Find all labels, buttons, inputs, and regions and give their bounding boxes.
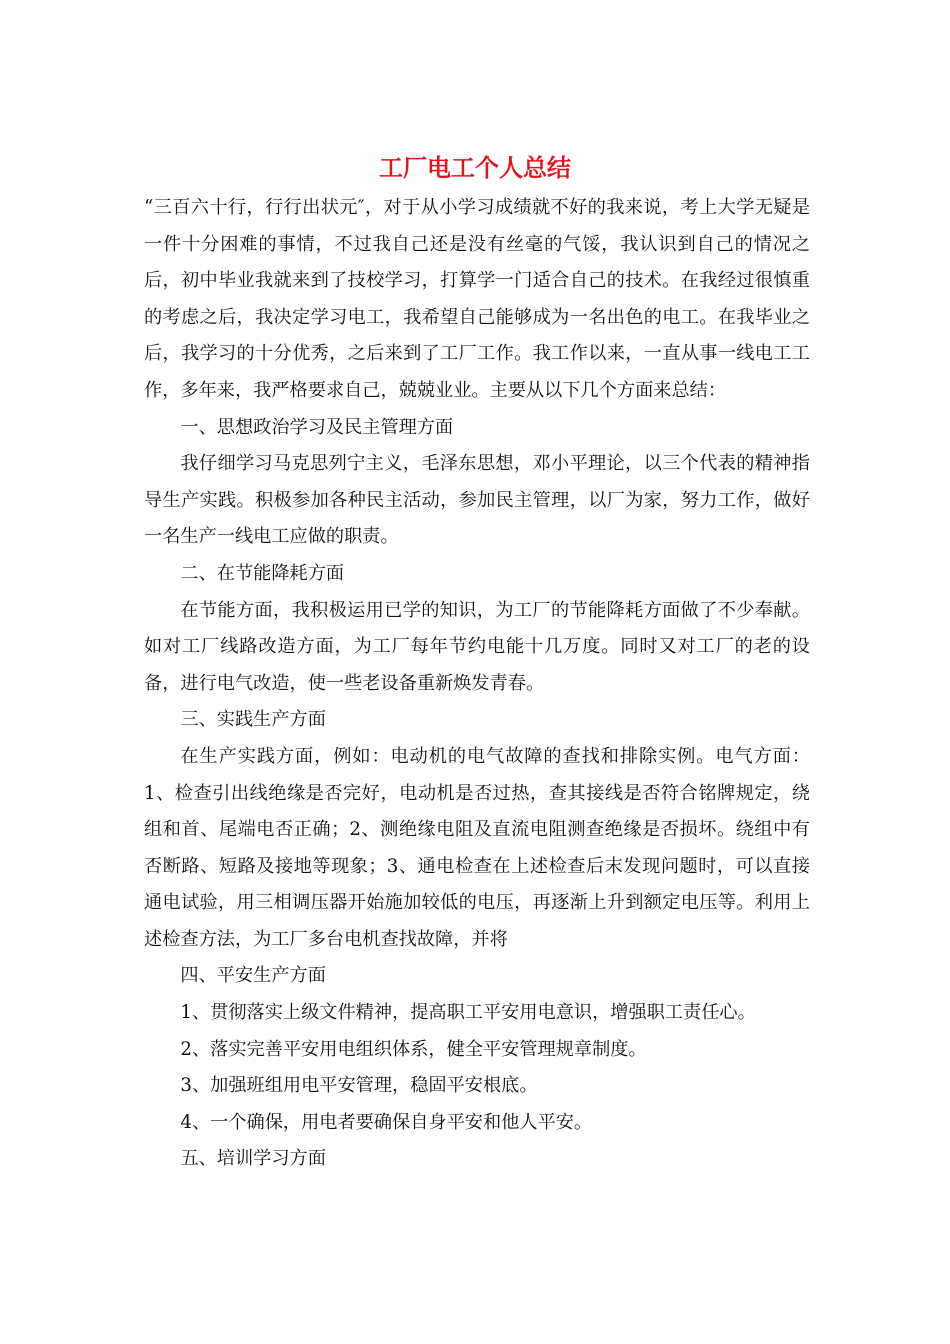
body-paragraph: 在生产实践方面，例如：电动机的电气故障的查找和排除实例。电气方面：1、检查引出线绝缘是否完好，电动机是否过热，查其接线是否符合铭牌规定，绕组和首、尾端电否正确；2、测绝缘电阻及直流电阻测查绝缘是否损坏。绕组中有否断路、短路及接地等现象；3、通电检查在上述检查后末发现问题时，可以直接通电试验，用三相调压器开始施加较低的电压，再逐渐上升到额定电压等。利用上述检查方法，为工厂多台电机查找故障，并将	[144, 745, 810, 950]
body-paragraph: 在节能方面，我积极运用已学的知识，为工厂的节能降耗方面做了不少奉献。如对工厂线路改造方面，为工厂每年节约电能十几万度。同时又对工厂的老的设备，进行电气改造，使一些老设备重新焕发青春。	[144, 599, 810, 694]
document-title: 工厂电工个人总结	[379, 153, 571, 182]
body-paragraph: 我仔细学习马克思列宁主义，毛泽东思想，邓小平理论，以三个代表的精神指导生产实践。积极参加各种民主活动，参加民主管理，以厂为家，努力工作，做好一名生产一线电工应做的职责。	[144, 453, 810, 548]
list-item: 4、一个确保，用电者要确保自身平安和他人平安。	[180, 1111, 593, 1133]
section-heading: 三、实践生产方面	[180, 709, 326, 731]
section-heading: 二、在节能降耗方面	[180, 562, 345, 584]
list-item: 1、贯彻落实上级文件精神，提高职工平安用电意识，增强职工责任心。	[180, 1002, 756, 1024]
document-body	[144, 190, 810, 1178]
intro-paragraph: “三百六十行，行行出状元″，对于从小学习成绩就不好的我来说，考上大学无疑是一件十分困难的事情，不过我自己还是没有丝毫的气馁，我认识到自己的情况之后，初中毕业我就来到了技校学习，打算学一门适合自己的技术。在我经过很慎重的考虑之后，我决定学习电工，我希望自己能够成为一名出色的电工。在我毕业之后，我学习的十分优秀，之后来到了工厂工作。我工作以来，一直从事一线电工工作，多年来，我严格要求自己，兢兢业业。主要从以下几个方面来总结：	[144, 197, 810, 401]
section-heading: 五、培训学习方面	[180, 1148, 326, 1170]
list-item: 3、加强班组用电平安管理，稳固平安根底。	[180, 1075, 538, 1097]
section-heading: 一、思想政治学习及民主管理方面	[180, 416, 454, 438]
section-heading: 四、平安生产方面	[180, 965, 326, 987]
list-item: 2、落实完善平安用电组织体系，健全平安管理规章制度。	[180, 1038, 647, 1060]
